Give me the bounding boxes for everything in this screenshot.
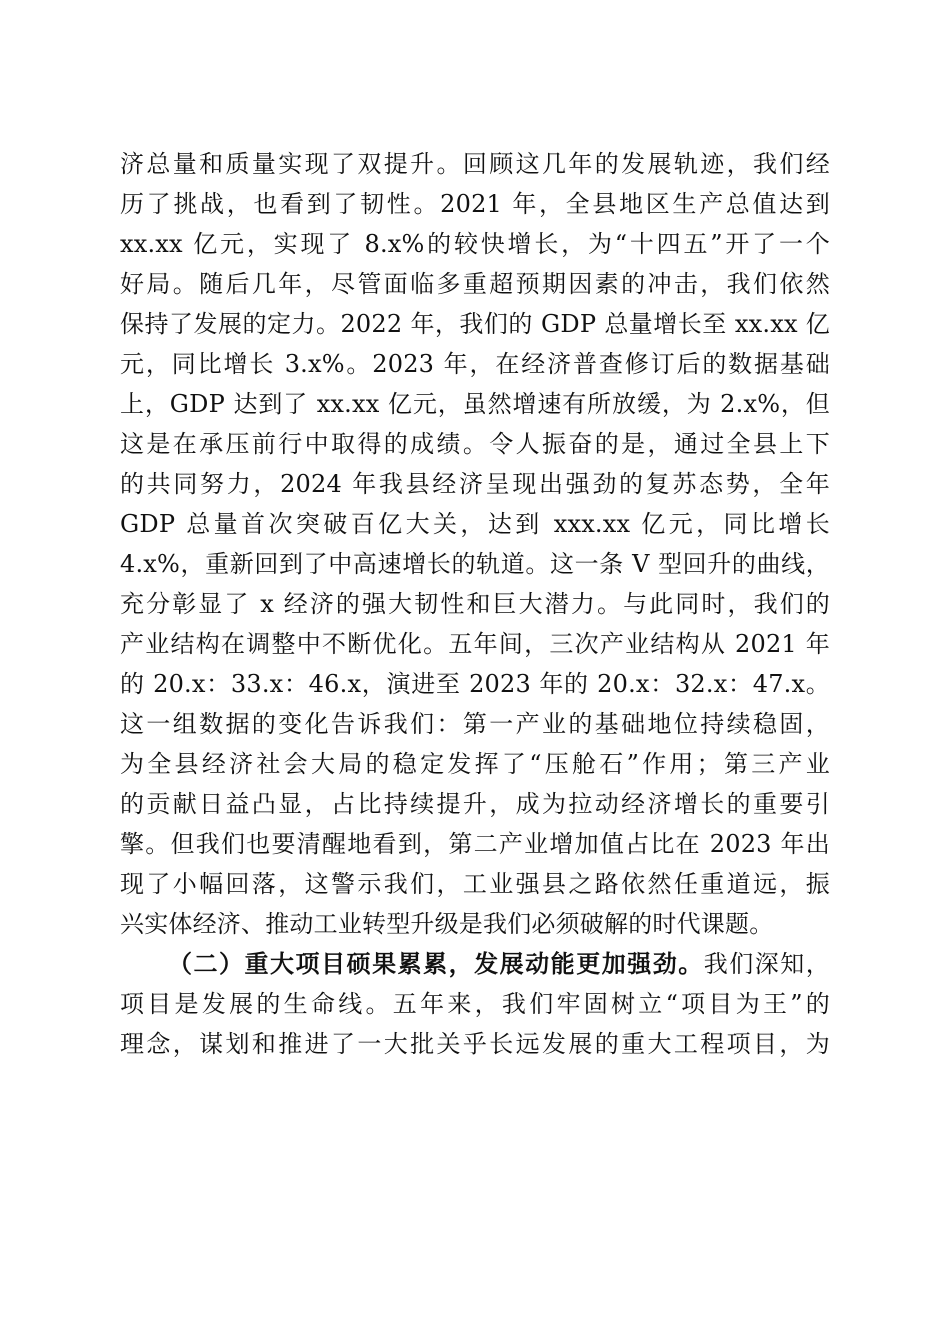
text-line: 好局。随后几年，尽管面临多重超预期因素的冲击，我们依然 (120, 270, 830, 298)
text-line: 的共同努力，2024 年我县经济呈现出强劲的复苏态势，全年 (120, 470, 830, 498)
paragraph-first-line (120, 944, 830, 984)
text-line: 元，同比增长 3.x%。2023 年，在经济普查修订后的数据基础 (120, 350, 830, 378)
text-line: 这一组数据的变化告诉我们：第一产业的基础地位持续稳固， (120, 710, 830, 738)
text-line: 济总量和质量实现了双提升。回顾这几年的发展轨迹，我们经 (120, 150, 830, 178)
text-line: 理念，谋划和推进了一大批关乎长远发展的重大工程项目，为 (120, 1030, 830, 1058)
text-line: 充分彰显了 x 经济的强大韧性和巨大潜力。与此同时，我们的 (120, 590, 830, 618)
section-heading: （二）重大项目硕果累累，发展动能更加强劲。 (168, 950, 704, 978)
paragraph-economic-review (120, 144, 830, 944)
text-line: 为全县经济社会大局的稳定发挥了“压舱石”作用；第三产业 (120, 750, 830, 778)
text-line: 历了挑战，也看到了韧性。2021 年，全县地区生产总值达到 (120, 190, 830, 218)
text-line: 兴实体经济、推动工业转型升级是我们必须破解的时代课题。 (120, 910, 774, 938)
text-line: 的 20.x：33.x：46.x，演进至 2023 年的 20.x：32.x：47.x。 (120, 670, 830, 698)
paragraph-major-projects (120, 944, 830, 1064)
text-line: 上，GDP 达到了 xx.xx 亿元，虽然增速有所放缓，为 2.x%，但 (120, 390, 830, 418)
text-line: GDP 总量首次突破百亿大关，达到 xxx.xx 亿元，同比增长 (120, 510, 830, 538)
text-line: xx.xx 亿元，实现了 8.x%的较快增长，为“十四五”开了一个 (120, 230, 830, 258)
text-line: 保持了发展的定力。2022 年，我们的 GDP 总量增长至 xx.xx 亿 (120, 310, 830, 338)
document-body (120, 144, 830, 1064)
text-line: 4.x%，重新回到了中高速增长的轨道。这一条 V 型回升的曲线， (120, 550, 830, 578)
text-line: 项目是发展的生命线。五年来，我们牢固树立“项目为王”的 (120, 990, 830, 1018)
heading-line-text: 我们深知， (703, 950, 830, 978)
text-line: 这是在承压前行中取得的成绩。令人振奋的是，通过全县上下 (120, 430, 830, 458)
text-line: 产业结构在调整中不断优化。五年间，三次产业结构从 2021 年 (120, 630, 830, 658)
text-line: 的贡献日益凸显，占比持续提升，成为拉动经济增长的重要引 (120, 790, 830, 818)
text-line: 擎。但我们也要清醒地看到，第二产业增加值占比在 2023 年出 (120, 830, 830, 858)
text-line: 现了小幅回落，这警示我们，工业强县之路依然任重道远，振 (120, 870, 830, 898)
